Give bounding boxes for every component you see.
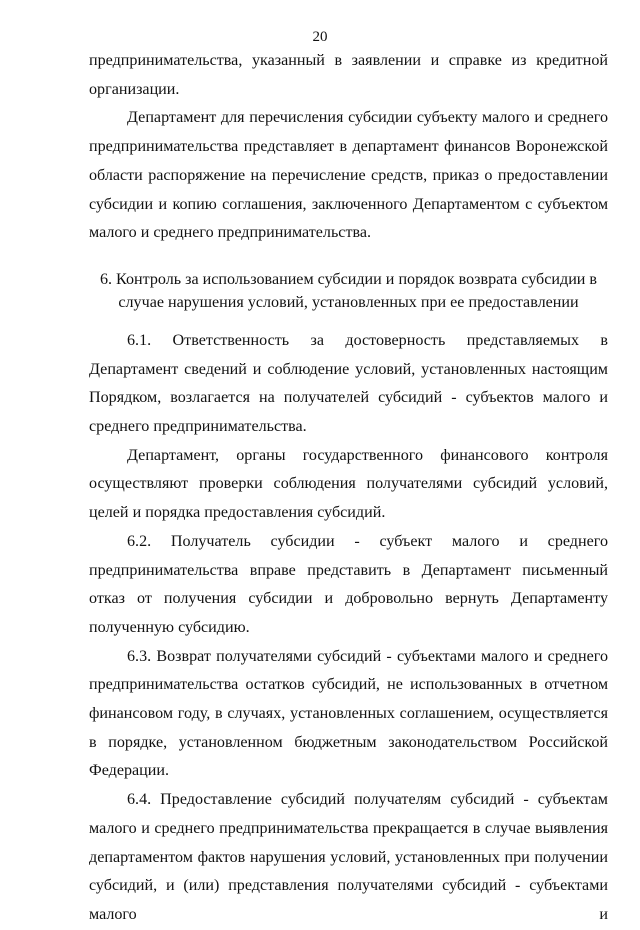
paragraph-department-transfer: Департамент для перечисления субсидии субъекту малого и среднего предпринимательства представляет в департамент финансов Воронежской области распоряжение на перечисление средств, приказ о предоставлении субсидии и копию соглашения, заключенного Департаментом с субъектом малого и среднего предпринимательства. — [89, 109, 608, 242]
section-heading: 6. Контроль за использованием субсидии и порядок возврата субсидии в случае нарушения условий, установленных при ее предоставлении — [99, 270, 598, 312]
paragraph-6-3: 6.3. Возврат получателями субсидий - субъектами малого и среднего предпринимательства остатков субсидий, не использованных в отчетном финансовом году, в случаях, установленных соглашением, осуществляется в порядке, установленном бюджетным законодательством Российской Федерации. — [89, 647, 608, 780]
paragraph-continuation: предпринимательства, указанный в заявлении и справке из кредитной организации. — [89, 52, 608, 98]
paragraph-6-4: 6.4. Предоставление субсидий получателям субсидий - субъектам малого и среднего предпринимательства прекращается в случае выявления департаментом фактов нарушения условий, установленных при получении субсидий, и (или) представления получателями субсидий - субъектами малого и — [89, 791, 608, 923]
paragraph-6-2: 6.2. Получатель субсидии - субъект малого и среднего предпринимательства вправе представить в Департамент письменный отказ от получения субсидии и добровольно вернуть Департаменту полученную субсидию. — [89, 532, 608, 636]
paragraph-control-bodies: Департамент, органы государственного финансового контроля осуществляют проверки соблюдения получателями субсидий условий, целей и порядка предоставления субсидий. — [89, 446, 608, 522]
page-number: 20 — [312, 29, 328, 45]
paragraph-6-1: 6.1. Ответственность за достоверность представляемых в Департамент сведений и соблюдение условий, установленных настоящим Порядком, возлагается на получателей субсидий - субъектов малого и среднего предпринимательства. — [89, 331, 608, 436]
document-body — [89, 47, 608, 930]
